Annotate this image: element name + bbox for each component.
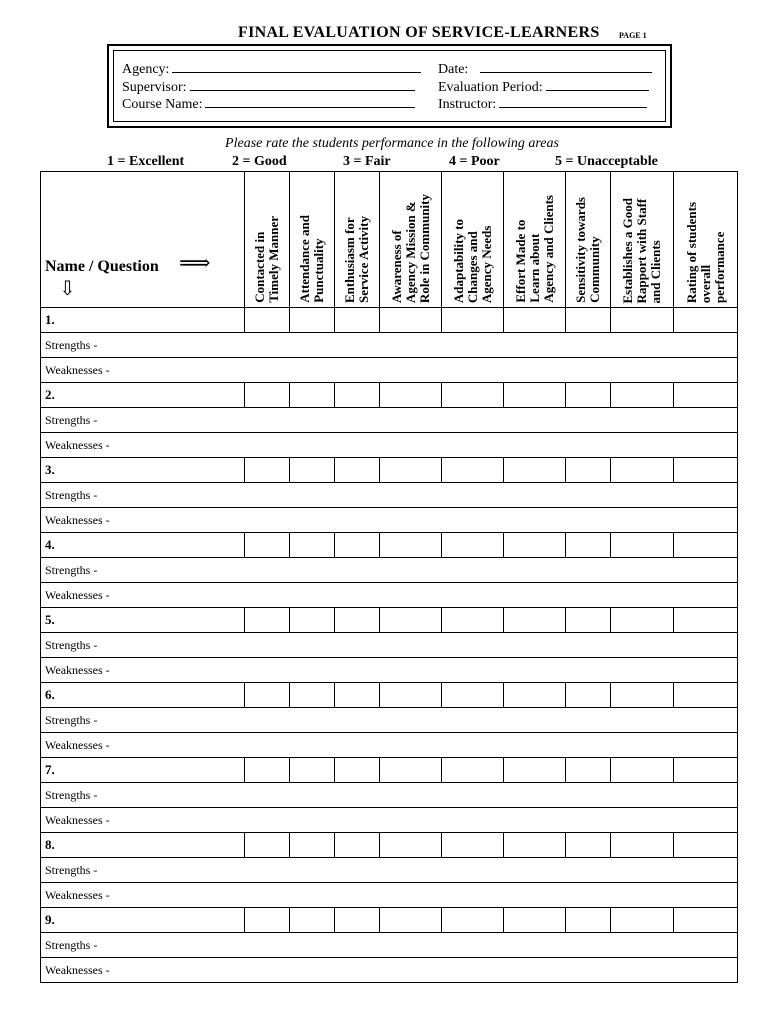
rating-cell[interactable]: [611, 758, 674, 783]
rating-cell[interactable]: [335, 908, 380, 933]
rating-cell[interactable]: [290, 608, 335, 633]
strengths-field[interactable]: Strengths -: [41, 858, 738, 883]
rating-cell[interactable]: [611, 383, 674, 408]
rating-cell[interactable]: [504, 683, 566, 708]
weaknesses-field[interactable]: Weaknesses -: [41, 733, 738, 758]
weaknesses-row: [41, 583, 738, 608]
column-header: [245, 172, 290, 308]
rating-cell[interactable]: [566, 908, 611, 933]
column-header: [442, 172, 504, 308]
rating-cell[interactable]: [442, 458, 504, 483]
rating-cell[interactable]: [504, 308, 566, 333]
date-field[interactable]: [480, 60, 652, 73]
instruction-text: Please rate the students performance in the following areas: [225, 136, 559, 151]
student-number[interactable]: 4.: [41, 533, 245, 558]
weaknesses-field[interactable]: Weaknesses -: [41, 583, 738, 608]
rating-cell[interactable]: [611, 308, 674, 333]
rating-cell[interactable]: [674, 383, 738, 408]
rating-cell[interactable]: [245, 683, 290, 708]
weaknesses-field[interactable]: Weaknesses -: [41, 958, 738, 983]
rating-cell[interactable]: [245, 383, 290, 408]
strengths-field[interactable]: Strengths -: [41, 783, 738, 808]
rating-cell[interactable]: [290, 683, 335, 708]
weaknesses-field[interactable]: Weaknesses -: [41, 883, 738, 908]
strengths-row: [41, 783, 738, 808]
rating-cell[interactable]: [674, 758, 738, 783]
strengths-field[interactable]: Strengths -: [41, 933, 738, 958]
rating-cell[interactable]: [245, 908, 290, 933]
rating-cell[interactable]: [380, 683, 442, 708]
instructor-label: Instructor:: [438, 97, 497, 112]
rating-cell[interactable]: [380, 308, 442, 333]
rating-cell[interactable]: [380, 458, 442, 483]
scale-good: 2 = Good: [232, 154, 287, 169]
column-header-label: Rating of students overall performance: [683, 201, 727, 303]
rating-cell[interactable]: [290, 833, 335, 858]
rating-cell[interactable]: [566, 533, 611, 558]
student-number[interactable]: 6.: [41, 683, 245, 708]
rating-cell[interactable]: [442, 908, 504, 933]
name-question-header: [41, 172, 245, 308]
strengths-row: [41, 483, 738, 508]
weaknesses-row: [41, 883, 738, 908]
rating-cell[interactable]: [380, 608, 442, 633]
evaluation-table: [40, 171, 738, 983]
rating-cell[interactable]: [335, 308, 380, 333]
rating-cell[interactable]: [380, 758, 442, 783]
title-row: [0, 24, 770, 46]
date-label: Date:: [438, 62, 469, 77]
header-row: [41, 172, 738, 308]
rating-cell[interactable]: [245, 758, 290, 783]
weaknesses-row: [41, 958, 738, 983]
weaknesses-field[interactable]: Weaknesses -: [41, 433, 738, 458]
rating-cell[interactable]: [245, 533, 290, 558]
weaknesses-field[interactable]: Weaknesses -: [41, 358, 738, 383]
instructor-field[interactable]: [499, 95, 647, 108]
rating-cell[interactable]: [611, 608, 674, 633]
rating-cell[interactable]: [380, 383, 442, 408]
rating-cell[interactable]: [442, 833, 504, 858]
weaknesses-row: [41, 808, 738, 833]
column-header: [335, 172, 380, 308]
course-row: [122, 95, 415, 113]
rating-cell[interactable]: [335, 458, 380, 483]
arrow-down-icon: ⇩: [59, 278, 76, 300]
column-header: [611, 172, 674, 308]
instructor-row: [438, 95, 647, 113]
student-row: [41, 458, 738, 483]
strengths-row: [41, 558, 738, 583]
rating-cell[interactable]: [566, 833, 611, 858]
weaknesses-field[interactable]: Weaknesses -: [41, 658, 738, 683]
period-label: Evaluation Period:: [438, 80, 543, 95]
rating-cell[interactable]: [674, 458, 738, 483]
rating-cell[interactable]: [504, 758, 566, 783]
info-box: [107, 44, 672, 128]
rating-cell[interactable]: [290, 308, 335, 333]
rating-cell[interactable]: [442, 683, 504, 708]
rating-cell[interactable]: [504, 458, 566, 483]
table-body: [41, 308, 738, 983]
student-number[interactable]: 2.: [41, 383, 245, 408]
student-row: [41, 833, 738, 858]
weaknesses-row: [41, 508, 738, 533]
scale-unacceptable: 5 = Unacceptable: [555, 154, 658, 169]
column-header: [380, 172, 442, 308]
rating-cell[interactable]: [566, 683, 611, 708]
rating-cell[interactable]: [611, 908, 674, 933]
rating-cell[interactable]: [290, 383, 335, 408]
column-header-label: Adaptability to Changes and Agency Needs: [450, 218, 494, 303]
rating-cell[interactable]: [611, 683, 674, 708]
column-header: [504, 172, 566, 308]
column-header-label: Awareness of Agency Mission & Role in Community: [388, 193, 432, 303]
student-row: [41, 758, 738, 783]
date-row: [438, 60, 652, 78]
strengths-field[interactable]: Strengths -: [41, 633, 738, 658]
rating-cell[interactable]: [335, 608, 380, 633]
form-title: FINAL EVALUATION OF SERVICE-LEARNERS: [238, 24, 600, 41]
rating-cell[interactable]: [442, 758, 504, 783]
column-header-label: Contacted in Timely Manner: [252, 216, 281, 303]
column-header-label: Establishes a Good Rapport with Staff and Clients: [620, 197, 663, 303]
period-field[interactable]: [546, 78, 649, 91]
rating-cell[interactable]: [442, 308, 504, 333]
period-row: [438, 78, 649, 96]
rating-cell[interactable]: [674, 608, 738, 633]
rating-cell[interactable]: [245, 458, 290, 483]
rating-cell[interactable]: [290, 908, 335, 933]
info-box-inner: [113, 50, 666, 122]
column-header: [566, 172, 611, 308]
student-number[interactable]: 9.: [41, 908, 245, 933]
column-header-label: Sensitivity towards Community: [573, 197, 602, 303]
supervisor-field[interactable]: [190, 78, 415, 91]
rating-cell[interactable]: [380, 833, 442, 858]
agency-row: [122, 60, 421, 78]
rating-cell[interactable]: [335, 383, 380, 408]
student-row: [41, 683, 738, 708]
rating-cell[interactable]: [611, 833, 674, 858]
strengths-row: [41, 333, 738, 358]
rating-cell[interactable]: [335, 533, 380, 558]
rating-cell[interactable]: [504, 833, 566, 858]
strengths-row: [41, 858, 738, 883]
strengths-row: [41, 408, 738, 433]
rating-cell[interactable]: [245, 833, 290, 858]
arrow-right-icon: ⟹: [179, 250, 211, 275]
rating-cell[interactable]: [566, 458, 611, 483]
weaknesses-row: [41, 658, 738, 683]
student-number[interactable]: 5.: [41, 608, 245, 633]
rating-cell[interactable]: [674, 533, 738, 558]
rating-cell[interactable]: [566, 383, 611, 408]
rating-cell[interactable]: [335, 758, 380, 783]
rating-cell[interactable]: [674, 833, 738, 858]
scale-fair: 3 = Fair: [343, 154, 391, 169]
weaknesses-row: [41, 733, 738, 758]
rating-cell[interactable]: [566, 758, 611, 783]
strengths-field[interactable]: Strengths -: [41, 408, 738, 433]
strengths-field[interactable]: Strengths -: [41, 333, 738, 358]
course-field[interactable]: [205, 95, 415, 108]
rating-cell[interactable]: [245, 308, 290, 333]
rating-cell[interactable]: [566, 608, 611, 633]
rating-cell[interactable]: [380, 908, 442, 933]
rating-cell[interactable]: [674, 908, 738, 933]
rating-cell[interactable]: [674, 308, 738, 333]
weaknesses-field[interactable]: Weaknesses -: [41, 808, 738, 833]
rating-cell[interactable]: [504, 908, 566, 933]
student-number[interactable]: 3.: [41, 458, 245, 483]
student-number[interactable]: 8.: [41, 833, 245, 858]
rating-cell[interactable]: [566, 308, 611, 333]
rating-cell[interactable]: [290, 758, 335, 783]
rating-cell[interactable]: [290, 458, 335, 483]
rating-cell[interactable]: [504, 608, 566, 633]
rating-cell[interactable]: [611, 533, 674, 558]
strengths-field[interactable]: Strengths -: [41, 708, 738, 733]
supervisor-label: Supervisor:: [122, 80, 187, 95]
student-row: [41, 308, 738, 333]
student-row: [41, 908, 738, 933]
student-number[interactable]: 7.: [41, 758, 245, 783]
strengths-field[interactable]: Strengths -: [41, 558, 738, 583]
agency-field[interactable]: [172, 60, 421, 73]
scale-excellent: 1 = Excellent: [107, 154, 185, 169]
page-label: PAGE 1: [619, 31, 647, 40]
strengths-row: [41, 708, 738, 733]
name-question-label: Name / Question: [45, 258, 159, 275]
weaknesses-field[interactable]: Weaknesses -: [41, 508, 738, 533]
rating-cell[interactable]: [674, 683, 738, 708]
rating-cell[interactable]: [290, 533, 335, 558]
weaknesses-row: [41, 358, 738, 383]
rating-cell[interactable]: [442, 608, 504, 633]
column-header-label: Effort Made to Learn about Agency and Clients: [512, 195, 556, 303]
strengths-field[interactable]: Strengths -: [41, 483, 738, 508]
rating-cell[interactable]: [245, 608, 290, 633]
rating-cell[interactable]: [335, 833, 380, 858]
rating-cell[interactable]: [335, 683, 380, 708]
course-label: Course Name:: [122, 97, 203, 112]
column-header: [674, 172, 738, 308]
agency-label: Agency:: [122, 62, 170, 77]
strengths-row: [41, 933, 738, 958]
rating-cell[interactable]: [380, 533, 442, 558]
column-header-label: Enthusiasm for Service Activity: [342, 216, 371, 303]
student-row: [41, 383, 738, 408]
student-row: [41, 533, 738, 558]
student-row: [41, 608, 738, 633]
student-number[interactable]: 1.: [41, 308, 245, 333]
strengths-row: [41, 633, 738, 658]
column-header-label: Attendance and Punctuality: [297, 215, 326, 303]
weaknesses-row: [41, 433, 738, 458]
column-header: [290, 172, 335, 308]
supervisor-row: [122, 78, 415, 96]
rating-cell[interactable]: [504, 383, 566, 408]
rating-cell[interactable]: [442, 383, 504, 408]
rating-cell[interactable]: [611, 458, 674, 483]
rating-cell[interactable]: [442, 533, 504, 558]
scale-poor: 4 = Poor: [449, 154, 500, 169]
rating-cell[interactable]: [504, 533, 566, 558]
